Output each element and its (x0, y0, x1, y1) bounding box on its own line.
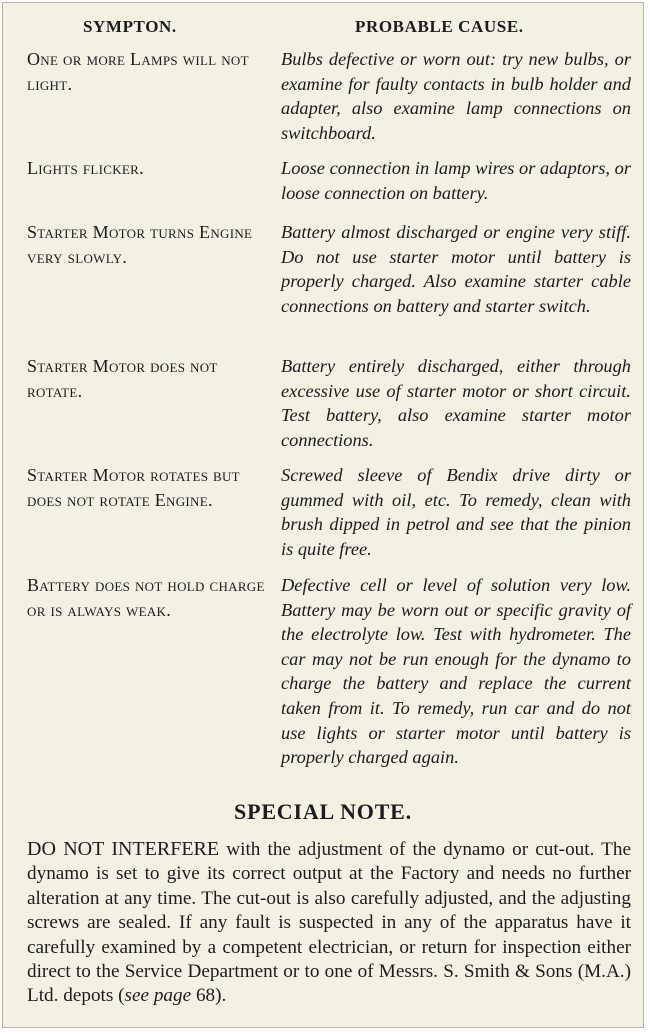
special-note-body (27, 837, 631, 1009)
special-note-lead: DO NOT INTERFERE (27, 838, 220, 860)
special-note-title: SPECIAL NOTE. (234, 799, 412, 824)
cause-text: Defective cell or level of solution very low. Battery may be worn out or specific gravity of the electrolyte low. Test with hydrometer. The car may not be run enough for the dynamo to charge the battery and replace the current taken from it. To remedy, run car and do not use lights or starter motor until battery is properly charged again. (281, 575, 631, 768)
page-reference-label: see page (124, 985, 192, 1007)
document-page (2, 2, 644, 1028)
symptom-text: Battery does not hold charge or is always weak. (27, 575, 265, 620)
page-reference-number: 68). (191, 985, 227, 1007)
symptom-text: Starter Motor does not rotate. (27, 356, 218, 401)
cause-text: Loose connection in lamp wires or adaptors, or loose connection on battery. (281, 158, 631, 203)
cause-text: Battery almost discharged or engine very stiff. Do not use starter motor until battery is properly charged. Also examine starter cable connections on battery and starter switch. (281, 222, 631, 316)
cause-text: Screwed sleeve of Bendix drive dirty or gummed with oil, etc. To remedy, clean with brush dipped in petrol and see that the pinion is quite free. (281, 465, 631, 559)
cause-text: Bulbs defective or worn out: try new bulbs, or examine for faulty contacts in bulb holder and adapter, also examine lamp connections on switchboard. (281, 49, 631, 143)
symptom-text: One or more Lamps will not light. (27, 49, 249, 94)
cause-text: Battery entirely discharged, either through excessive use of starter motor or short circuit. Test battery, also examine starter motor connections. (281, 356, 631, 450)
cause-column-header: PROBABLE CAUSE. (355, 17, 524, 36)
symptom-text: Lights flicker. (27, 158, 144, 178)
special-note-text: with the adjustment of the dynamo or cut-out. The dynamo is set to give its correct output at the Factory and needs no further alteration at any time. The cut-out is also carefully adjusted, and the adjusting screws are sealed. If any fault is suspected in any of the apparatus have it carefully examined by a competent electrician, or return for inspection either direct to the Service Department or to one of Messrs. S. Smith & Sons (M.A.) Ltd. depots ( (27, 839, 632, 1007)
symptom-text: Starter Motor rotates but does not rotate Engine. (27, 465, 240, 510)
symptom-column-header: SYMPTON. (83, 17, 177, 36)
symptom-text: Starter Motor turns Engine very slowly. (27, 222, 253, 267)
column-headers (3, 17, 643, 41)
